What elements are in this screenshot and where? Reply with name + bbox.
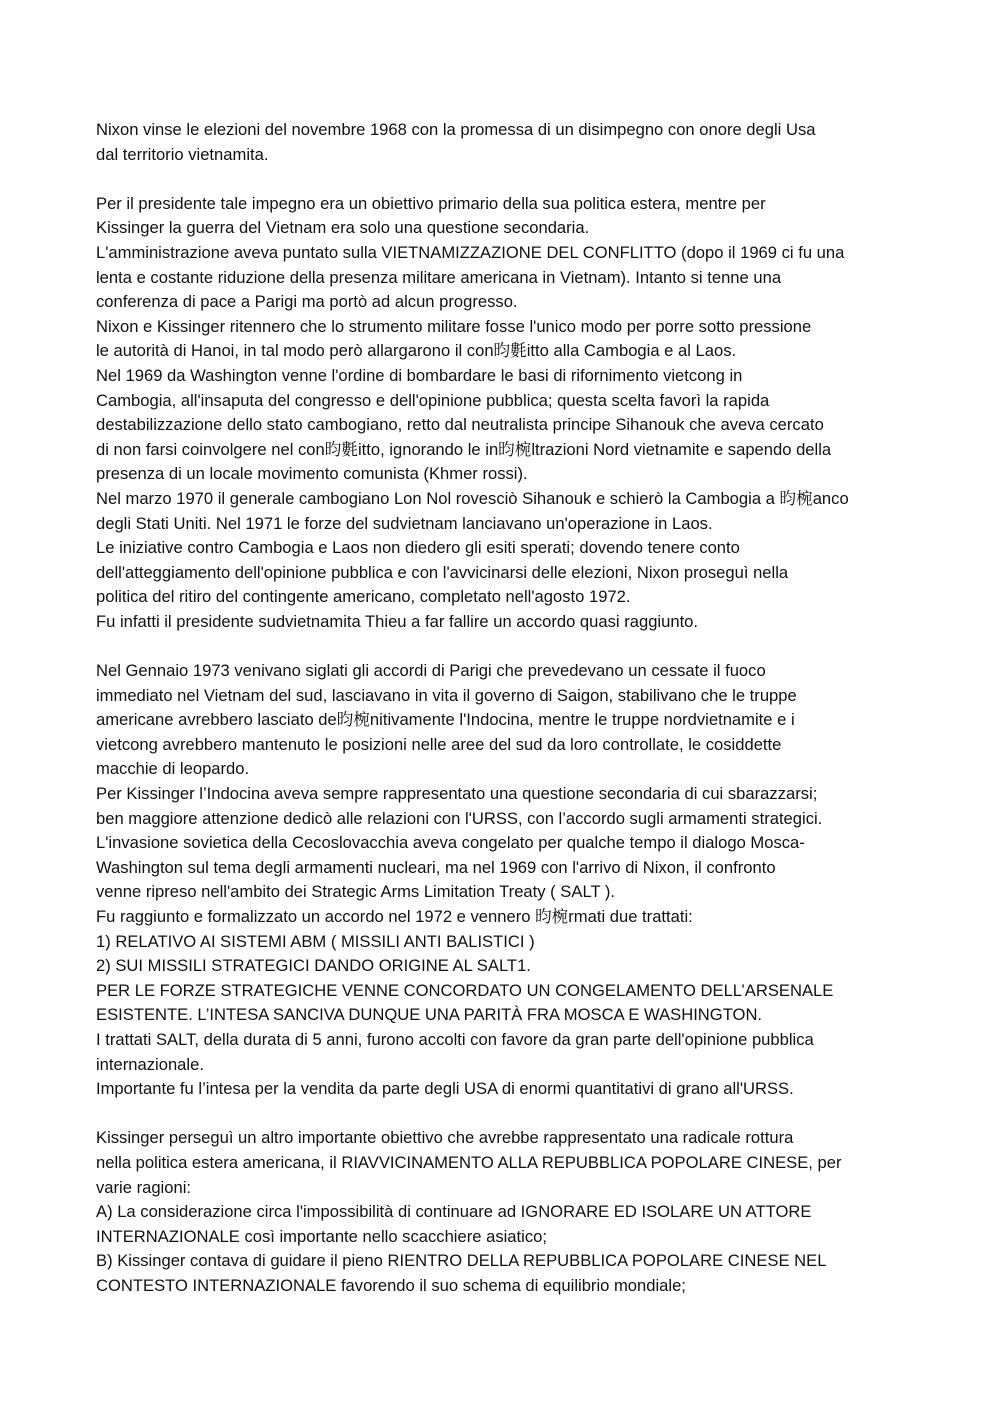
text-line: Kissinger la guerra del Vietnam era solo una questione secondaria.: [96, 218, 590, 238]
text-line: I trattati SALT, della durata di 5 anni, furono accolti con favore da gran parte dell'opinione pubblica: [96, 1029, 814, 1049]
text-line: ben maggiore attenzione dedicò alle relazioni con l'URSS, con l’accordo sugli armamenti strategici.: [96, 808, 823, 828]
text-line: internazionale.: [96, 1054, 204, 1074]
text-line: PER LE FORZE STRATEGICHE VENNE CONCORDATO UN CONGELAMENTO DELL’ARSENALE: [96, 980, 834, 1000]
text-line: Kissinger perseguì un altro importante obiettivo che avrebbe rappresentato una radicale rottura: [96, 1128, 794, 1148]
text-line: Nixon vinse le elezioni del novembre 1968 con la promessa di un disimpegno con onore degli Usa: [96, 120, 816, 139]
text-line: INTERNAZIONALE così importante nello scacchiere asiatico;: [96, 1226, 547, 1246]
text-line: Nel 1969 da Washington venne l'ordine di bombardare le basi di rifornimento vietcong in: [96, 365, 743, 385]
text-line: B) Kissinger contava di guidare il pieno RIENTRO DELLA REPUBBLICA POPOLARE CINESE NEL: [96, 1251, 827, 1271]
text-line: Nixon e Kissinger ritennero che lo strumento militare fosse l'unico modo per porre sotto pressione: [96, 316, 812, 336]
text-line: politica del ritiro del contingente americano, completato nell'agosto 1972.: [96, 587, 631, 607]
text-line: di non farsi coinvolgere nel con昀氀itto, ignorando le in昀椀ltrazioni Nord vietnamite e sapendo della: [96, 439, 832, 459]
text-line: L'invasione sovietica della Cecoslovacchia aveva congelato per qualche tempo il dialogo Mosca-: [96, 833, 805, 853]
text-line: Per il presidente tale impegno era un obiettivo primario della sua politica estera, mentre per: [96, 193, 766, 213]
text-line: Fu raggiunto e formalizzato un accordo nel 1972 e vennero 昀椀rmati due trattati:: [96, 907, 693, 926]
text-line: Cambogia, all'insaputa del congresso e dell'opinione pubblica; questa scelta favorì la rapida: [96, 390, 770, 410]
text-line: americane avrebbero lasciato de昀椀nitivamente l'Indocina, mentre le truppe nordvietnamite e i: [96, 710, 795, 730]
blank-line: [96, 634, 916, 659]
text-line: destabilizzazione dello stato cambogiano, retto dal neutralista principe Sihanouk che aveva cercato: [96, 415, 824, 435]
text-line: Fu infatti il presidente sudvietnamita Thieu a far fallire un accordo quasi raggiunto.: [96, 611, 699, 631]
text-line: L'amministrazione aveva puntato sulla VIETNAMIZZAZIONE DEL CONFLITTO (dopo il 1969 ci fu una: [96, 242, 845, 262]
text-line: conferenza di pace a Parigi ma portò ad alcun progresso.: [96, 292, 518, 312]
text-line: ESISTENTE. L’INTESA SANCIVA DUNQUE UNA PARITÀ FRA MOSCA E WASHINGTON.: [96, 1005, 763, 1025]
text-line: 2) SUI MISSILI STRATEGICI DANDO ORIGINE AL SALT1.: [96, 956, 531, 976]
text-line: nella politica estera americana, il RIAVVICINAMENTO ALLA REPUBBLICA POPOLARE CINESE, per: [96, 1152, 842, 1172]
text-line: CONTESTO INTERNAZIONALE favorendo il suo schema di equilibrio mondiale;: [96, 1275, 686, 1295]
text-line: varie ragioni:: [96, 1177, 192, 1197]
text-line: degli Stati Uniti. Nel 1971 le forze del sudvietnam lanciavano un'operazione in Laos.: [96, 513, 713, 533]
text-line: presenza di un locale movimento comunista (Khmer rossi).: [96, 464, 528, 484]
blank-line: [96, 1102, 916, 1127]
text-line: dell'atteggiamento dell'opinione pubblica e con l'avvicinarsi delle elezioni, Nixon proseguì nella: [96, 562, 789, 582]
text-line: Importante fu l’intesa per la vendita da parte degli USA di enormi quantitativi di grano all'URSS.: [96, 1079, 794, 1099]
text-line: vietcong avrebbero mantenuto le posizioni nelle aree del sud da loro controllate, le cosiddette: [96, 734, 782, 754]
text-line: le autorità di Hanoi, in tal modo però allargarono il con昀氀itto alla Cambogia e al Laos.: [96, 341, 737, 361]
text-line: venne ripreso nell'ambito dei Strategic Arms Limitation Treaty ( SALT ).: [96, 882, 616, 902]
text-line: Nel marzo 1970 il generale cambogiano Lon Nol rovesciò Sihanouk e schierò la Cambogia a 昀椀anco: [96, 488, 849, 508]
document-body: [96, 118, 916, 1299]
text-line: 1) RELATIVO AI SISTEMI ABM ( MISSILI ANTI BALISTICI ): [96, 931, 535, 951]
text-line: Washington sul tema degli armamenti nucleari, ma nel 1969 con l'arrivo di Nixon, il confronto: [96, 857, 776, 877]
text-line: immediato nel Vietnam del sud, lasciavano in vita il governo di Saigon, stabilivano che le truppe: [96, 685, 797, 705]
text-line: Nel Gennaio 1973 venivano siglati gli accordi di Parigi che prevedevano un cessate il fuoco: [96, 661, 766, 681]
text-line: macchie di leopardo.: [96, 759, 250, 779]
text-line: Le iniziative contro Cambogia e Laos non diedero gli esiti sperati; dovendo tenere conto: [96, 538, 740, 558]
text-line: Per Kissinger l’Indocina aveva sempre rappresentato una questione secondaria di cui sbarazzarsi;: [96, 784, 818, 804]
blank-line: [96, 167, 916, 192]
text-line: dal territorio vietnamita.: [96, 144, 269, 164]
text-line: A) La considerazione circa l'impossibilità di continuare ad IGNORARE ED ISOLARE UN ATTORE: [96, 1202, 812, 1222]
text-line: lenta e costante riduzione della presenza militare americana in Vietnam). Intanto si tenne una: [96, 267, 782, 287]
